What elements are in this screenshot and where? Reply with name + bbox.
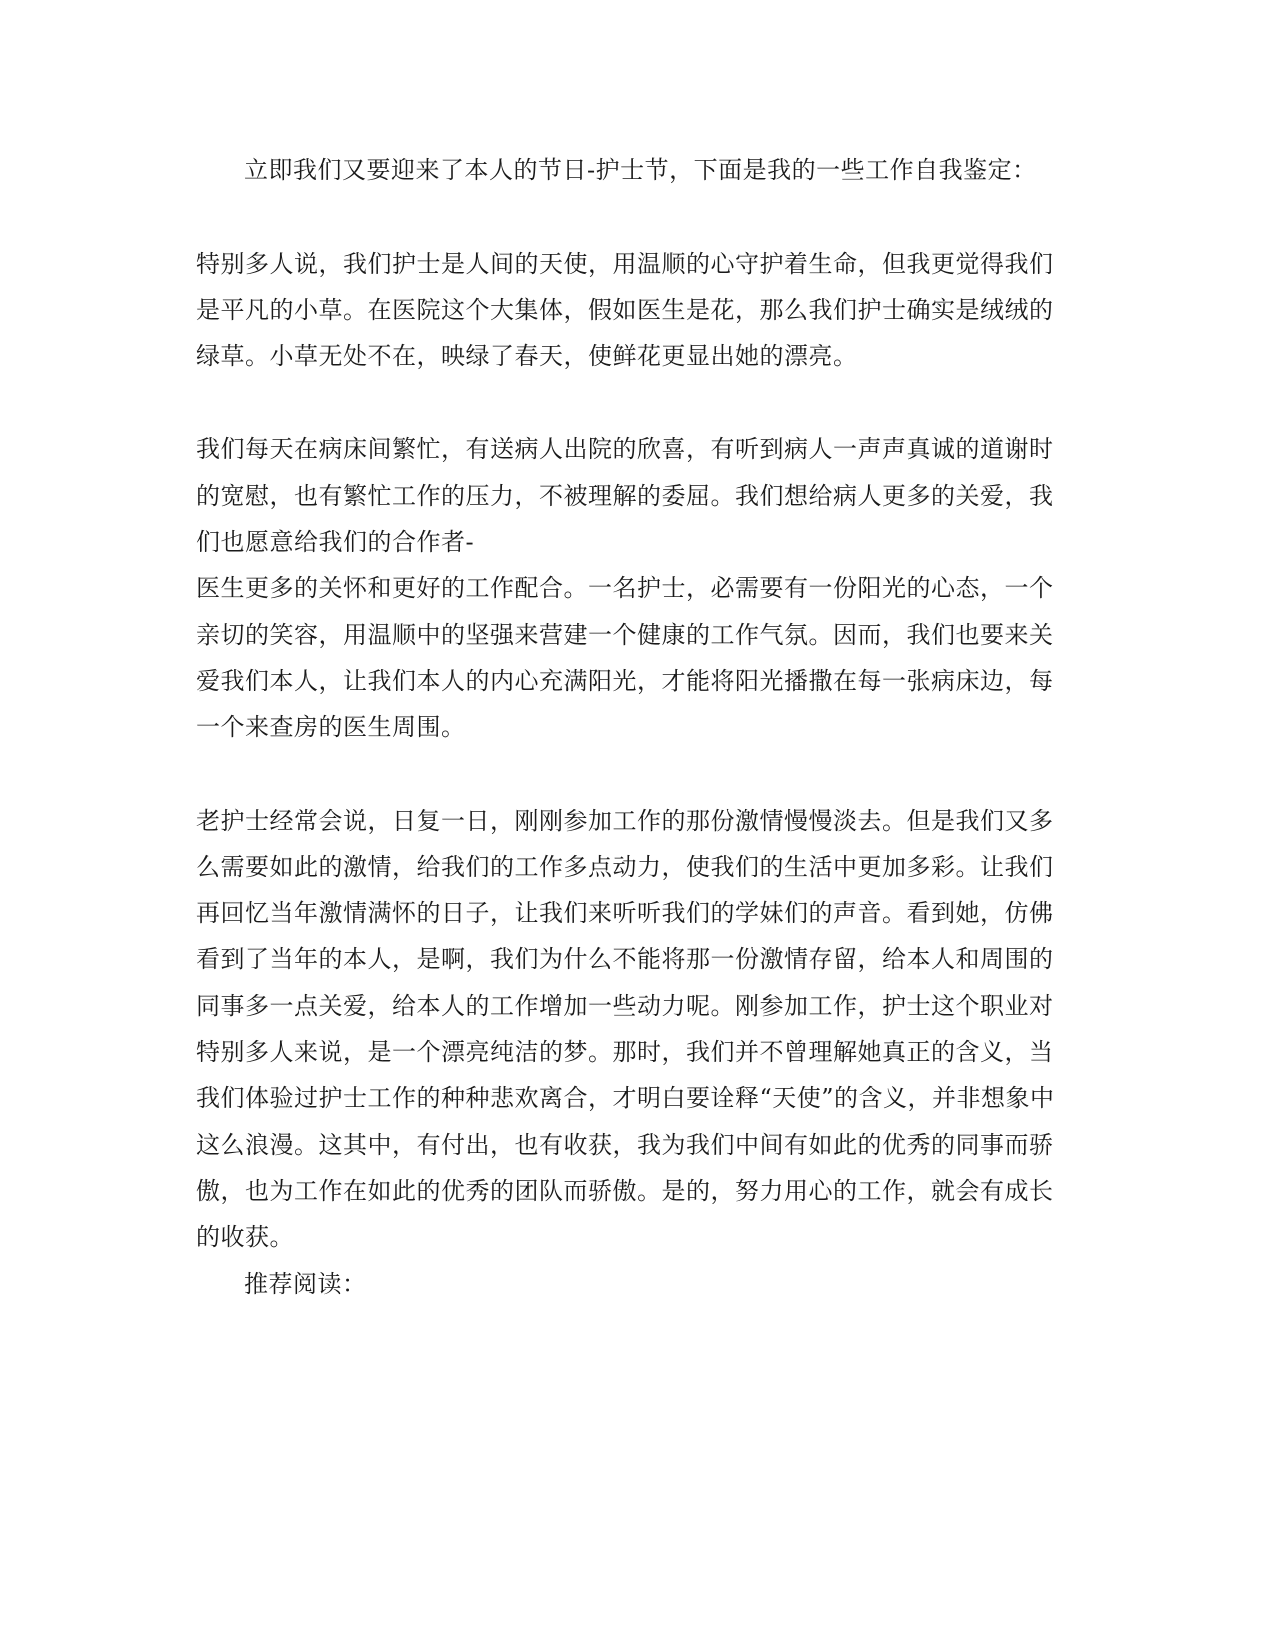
paragraph-line: 绿草。小草无处不在，映绿了春天，使鲜花更显出她的漂亮。 — [196, 342, 858, 370]
paragraph-line: 同事多一点关爱，给本人的工作增加一些动力呢。刚参加工作，护士这个职业对 — [196, 992, 1054, 1020]
paragraph-line: 亲切的笑容，用温顺中的坚强来营建一个健康的工作气氛。因而，我们也要来关 — [196, 621, 1054, 649]
intro-line: 立即我们又要迎来了本人的节日-护士节，下面是我的一些工作自我鉴定： — [244, 156, 1037, 184]
paragraph-line: 再回忆当年激情满怀的日子，让我们来听听我们的学妹们的声音。看到她，仿佛 — [196, 899, 1054, 927]
paragraph-line: 看到了当年的本人，是啊，我们为什么不能将那一份激情存留，给本人和周围的 — [196, 945, 1054, 973]
paragraph-line: 我们体验过护士工作的种种悲欢离合，才明白要诠释“天使”的含义，并非想象中 — [196, 1084, 1055, 1112]
paragraph-line: 的收获。 — [196, 1223, 294, 1251]
paragraph-line: 医生更多的关怀和更好的工作配合。一名护士，必需要有一份阳光的心态，一个 — [196, 574, 1054, 602]
paragraph-line: 爱我们本人，让我们本人的内心充满阳光，才能将阳光播撒在每一张病床边，每 — [196, 667, 1054, 695]
paragraph-line: 傲，也为工作在如此的优秀的团队而骄傲。是的，努力用心的工作，就会有成长 — [196, 1177, 1054, 1205]
paragraph-line: 这么浪漫。这其中，有付出，也有收获，我为我们中间有如此的优秀的同事而骄 — [196, 1131, 1054, 1159]
paragraph-line: 的宽慰，也有繁忙工作的压力，不被理解的委屈。我们想给病人更多的关爱，我 — [196, 482, 1054, 510]
paragraph-line: 一个来查房的医生周围。 — [196, 713, 466, 741]
paragraph-line: 老护士经常会说，日复一日，刚刚参加工作的那份激情慢慢淡去。但是我们又多 — [196, 807, 1054, 835]
recommend-reading-label: 推荐阅读： — [244, 1270, 367, 1298]
paragraph-line: 我们每天在病床间繁忙，有送病人出院的欣喜，有听到病人一声声真诚的道谢时 — [196, 435, 1054, 463]
paragraph-line: 么需要如此的激情，给我们的工作多点动力，使我们的生活中更加多彩。让我们 — [196, 853, 1054, 881]
paragraph-line: 特别多人说，我们护士是人间的天使，用温顺的心守护着生命，但我更觉得我们 — [196, 250, 1054, 278]
paragraph-line: 是平凡的小草。在医院这个大集体，假如医生是花，那么我们护士确实是绒绒的 — [196, 296, 1054, 324]
paragraph-line: 们也愿意给我们的合作者- — [196, 528, 475, 556]
paragraph-line: 特别多人来说，是一个漂亮纯洁的梦。那时，我们并不曾理解她真正的含义，当 — [196, 1038, 1054, 1066]
